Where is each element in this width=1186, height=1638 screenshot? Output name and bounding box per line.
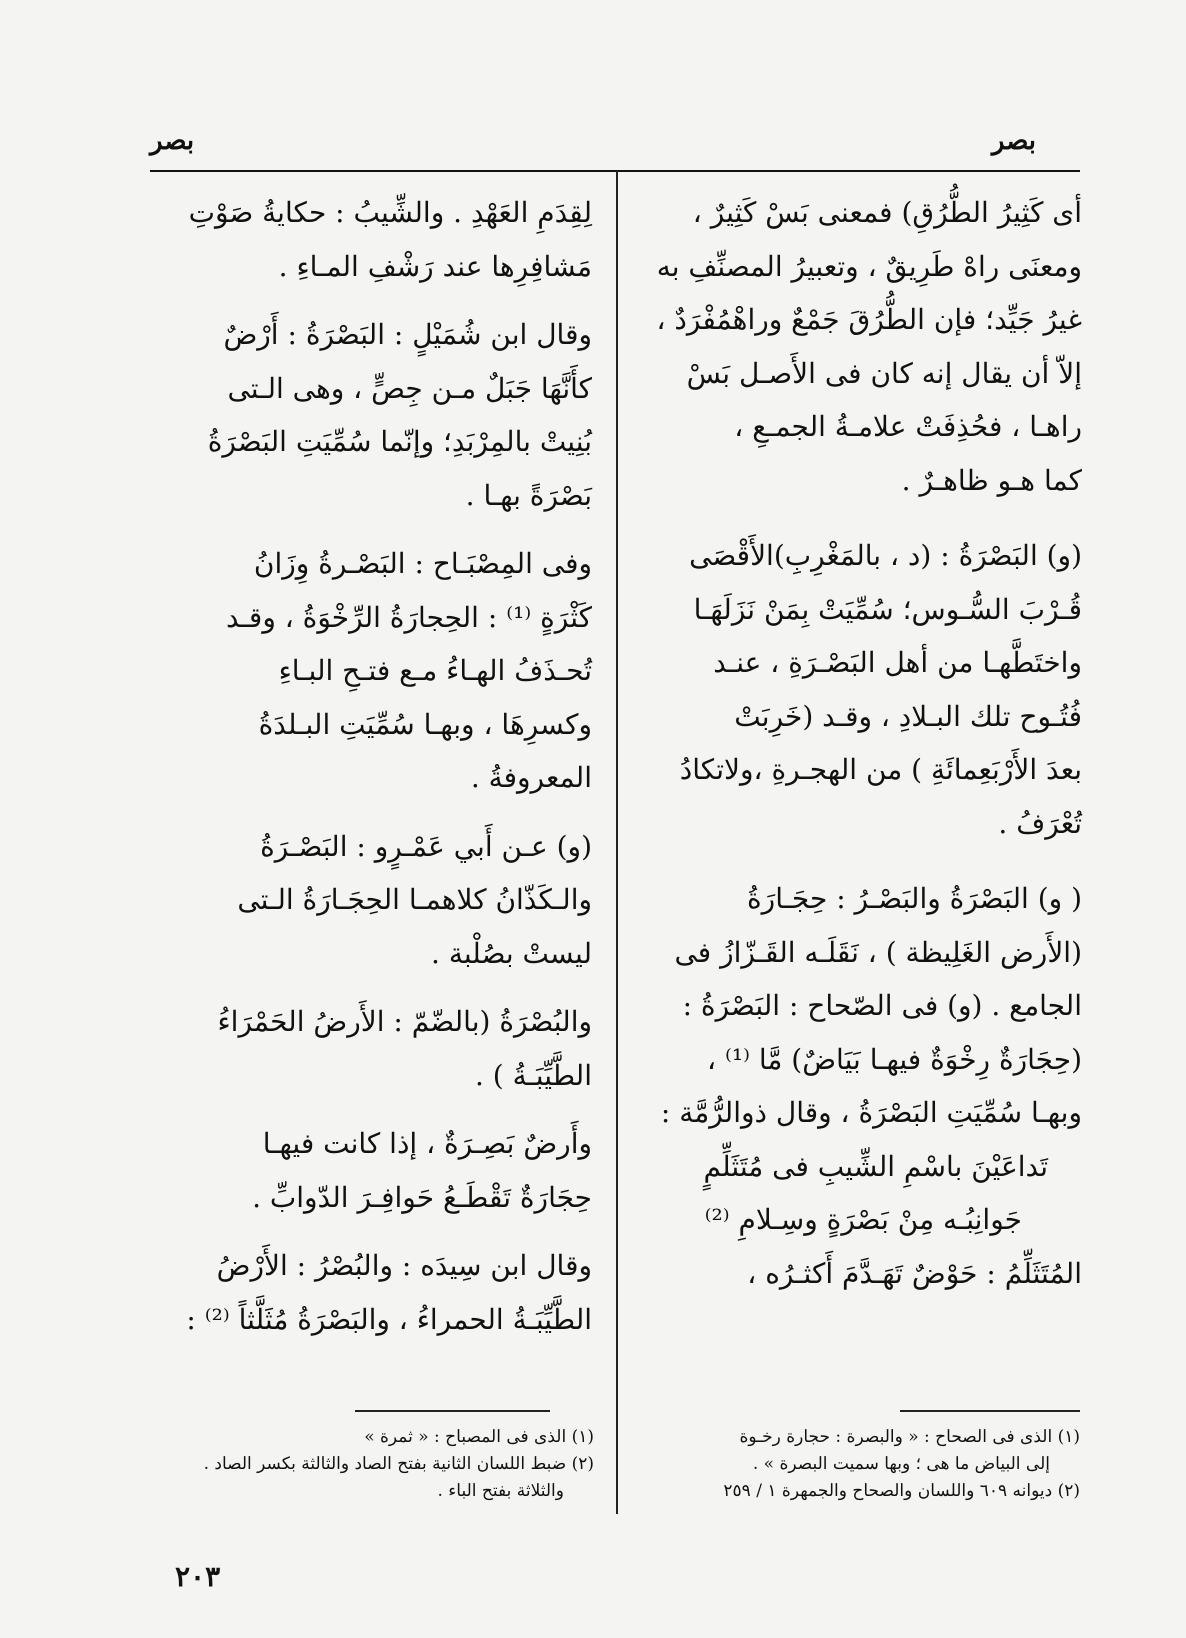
right-column [642, 186, 1082, 1300]
footnote: (٢) ديوانه ٦٠٩ واللسان والصحاح والجمهرة ١ / ٢٥٩ [723, 1481, 1080, 1501]
footnote-rule [900, 1410, 1080, 1412]
header-rule [150, 170, 1080, 172]
footnote: (٢) ضبط اللسان الثانية بفتح الصاد والثالثة بكسر الصاد . [203, 1454, 594, 1474]
footnotes-left [140, 1424, 594, 1505]
entry-paragraph: أى كَثِيرُ الطُّرُقِ) فمعنى بَسْ كَثِيرٌ ، ومعنَى راهْ طَرِيقٌ ، وتعبيرُ المصنِّفِ به غيرُ جَيِّد؛ فإن الطُّرُقَ جَمْعٌ وراهْمُفْرَدٌ ، إلاّ أن يقال إنه كان فى الأَصـل بَسْ راهـا ، فحُذِفَتْ علامـةُ الجمـعِ ، كما هـو ظاهـرٌ . [656, 196, 1082, 497]
footnote: (١) الذى فى المصباح : « ثمرة » [364, 1427, 594, 1447]
left-column [144, 186, 592, 1346]
column-divider [616, 171, 618, 1514]
footnote-continuation: والثلاثة بفتح الباء . [437, 1481, 564, 1501]
running-head-right: بصر [991, 126, 1036, 156]
footnote: (١) الذى فى الصحاح : « والبصرة : حجارة رخـوة [739, 1427, 1080, 1447]
verse-line: جَوانِبُـه مِنْ بَصْرَةٍ وسِـلامِ ⁽²⁾ [704, 1203, 1022, 1236]
entry-paragraph: وفى المِصْبَـاح : البَصْـرةُ وِزَانُ كَثْرَةٍ ⁽¹⁾ : الحِجارَةُ الرِّخْوَةُ ، وقـد تُحـذَفُ الهـاءُ مـع فتـحِ البـاءِ وكسرِهَا ، وبهـا سُمِّيَتِ البـلدَةُ المعروفةُ . [226, 547, 592, 794]
entry-paragraph: ( و) البَصْرَةُ والبَصْـرُ : حِجَـارَةُ (الأَرض الغَلِيظة ) ، نَقَلَـه القَـزّازُ فى الجامع . (و) فى الصّحاح : البَصْرَةُ : (حِجَارَةٌ رِخْوَةٌ فيهـا بَيَاضٌ) مَّا ⁽¹⁾ ، وبهـا سُمِّيَتِ البَصْرَةُ ، وقال ذوالرُّمَّة : [660, 882, 1082, 1129]
footnotes-right [638, 1424, 1080, 1505]
entry-paragraph: وقال ابن شُمَيْلٍ : البَصْرَةُ : أَرْضٌ كأَنَّهَا جَبَلٌ مـن جِصٍّ ، وهى الـتى بُنِيتْ بالمِرْبَدِ؛ وإنّما سُمِّيَتِ البَصْرَةُ بَصْرَةً بهـا . [207, 318, 592, 512]
footnote-continuation: إلى البياض ما هى ؛ وبها سميت البصرة » . [752, 1454, 1050, 1474]
page-number: ٢٠٣ [175, 1560, 221, 1593]
entry-paragraph: لِقِدَمِ العَهْدِ . والشِّيبُ : حكايةُ صَوْتِ مَشافِرِها عند رَشْفِ المـاءِ . [188, 196, 592, 283]
verse-line: تَداعَيْنَ باسْمِ الشِّيبِ فى مُتَثَلِّمٍ [703, 1149, 1048, 1183]
footnote-rule [355, 1410, 550, 1412]
entry-paragraph: وأَرضٌ بَصِـرَةٌ ، إذا كانت فيهـا حِجَارَةٌ تَقْطَـعُ حَوافِـرَ الدّوابِّ . [252, 1127, 592, 1214]
running-head-left: بصر [150, 126, 195, 156]
entry-paragraph: والبُصْرَةُ (بالضّمّ : الأَرضُ الحَمْرَاءُ الطَّيِّبَـةُ ) . [217, 1005, 592, 1092]
entry-paragraph: وقال ابن سِيدَه : والبُصْرُ : الأَرْضُ الطَّيِّبَـةُ الحمراءُ ، والبَصْرَةُ مُثَلَّثاً ⁽²⁾ : [186, 1249, 592, 1336]
entry-paragraph: (و) البَصْرَةُ : (د ، بالمَغْرِبِ)الأَقْصَى قُـرْبَ السُّـوس؛ سُمِّيَتْ بِمَنْ نَزَلَهَـا واختَطَّهـا من أهل البَصْـرَةِ ، عنـد فُتُـوح تلك البـلادِ ، وقـد (خَرِبَتْ بعدَ الأَرْبَعِمائَةِ ) من الهجـرةِ ،ولاتكادُ تُعْرَفُ . [679, 539, 1082, 840]
entry-paragraph: المُتَثَلِّمُ : حَوْضٌ تَهَـدَّمَ أَكثـرُه ، [747, 1256, 1082, 1290]
entry-paragraph: (و) عـن أَبي عَمْـرٍو : البَصْـرَةُ والـكَذّانُ كلاهمـا الحِجَـارَةُ الـتى ليستْ بصُلْبة . [237, 829, 592, 970]
